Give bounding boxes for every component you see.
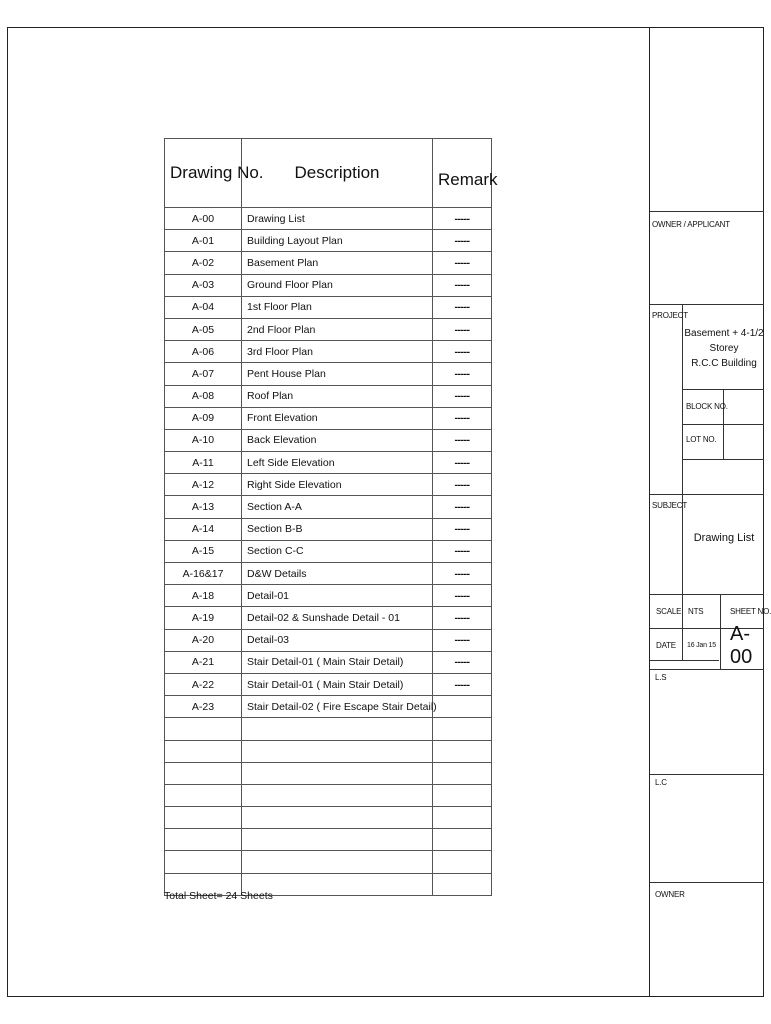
empty-cell xyxy=(242,762,433,784)
table-row xyxy=(165,452,492,474)
cell-no: A-20 xyxy=(165,629,242,651)
cell-description: Building Layout Plan xyxy=(242,230,433,252)
cell-no: A-01 xyxy=(165,230,242,252)
empty-cell xyxy=(433,762,492,784)
cell-description: Section A-A xyxy=(242,496,433,518)
cell-remark: ----- xyxy=(433,496,492,518)
cell-description: Section C-C xyxy=(242,540,433,562)
empty-row xyxy=(165,762,492,784)
cell-no: A-07 xyxy=(165,363,242,385)
table-row xyxy=(165,407,492,429)
table-row xyxy=(165,429,492,451)
title-block xyxy=(649,27,771,997)
scale-value: NTS xyxy=(688,607,704,616)
table-row xyxy=(165,341,492,363)
cell-remark: ----- xyxy=(433,363,492,385)
empty-cell xyxy=(165,784,242,806)
cell-no: A-21 xyxy=(165,651,242,673)
cell-remark: ----- xyxy=(433,230,492,252)
cell-remark: ----- xyxy=(433,274,492,296)
cell-remark: ----- xyxy=(433,252,492,274)
table-row xyxy=(165,363,492,385)
cell-remark: ----- xyxy=(433,585,492,607)
table-row xyxy=(165,274,492,296)
cell-remark: ----- xyxy=(433,540,492,562)
table-row xyxy=(165,540,492,562)
cell-no: A-11 xyxy=(165,452,242,474)
table-row xyxy=(165,252,492,274)
empty-row xyxy=(165,851,492,873)
cell-description: Pent House Plan xyxy=(242,363,433,385)
lc-label: L.C xyxy=(655,778,667,787)
cell-description: D&W Details xyxy=(242,563,433,585)
cell-description: 2nd Floor Plan xyxy=(242,318,433,340)
empty-cell xyxy=(242,829,433,851)
table-row xyxy=(165,629,492,651)
cell-no: A-04 xyxy=(165,296,242,318)
empty-cell xyxy=(242,718,433,740)
cell-no: A-22 xyxy=(165,673,242,695)
project-line-2: R.C.C Building xyxy=(691,358,757,369)
sheet-no-label: SHEET NO. xyxy=(730,607,771,616)
cell-no: A-09 xyxy=(165,407,242,429)
cell-no: A-23 xyxy=(165,696,242,718)
cell-no: A-03 xyxy=(165,274,242,296)
cell-description: Right Side Elevation xyxy=(242,474,433,496)
project-label: PROJECT xyxy=(652,311,688,320)
table-row xyxy=(165,651,492,673)
cell-description: Ground Floor Plan xyxy=(242,274,433,296)
cell-remark xyxy=(433,696,492,718)
cell-description: Stair Detail-02 ( Fire Escape Stair Detail) xyxy=(242,696,433,718)
owner-label: OWNER xyxy=(655,890,685,899)
empty-row xyxy=(165,740,492,762)
cell-remark: ----- xyxy=(433,318,492,340)
cell-remark: ----- xyxy=(433,673,492,695)
table-row xyxy=(165,474,492,496)
cell-description: Drawing List xyxy=(242,208,433,230)
date-label: DATE xyxy=(656,641,676,650)
scale-label: SCALE xyxy=(656,607,682,616)
table-row xyxy=(165,696,492,718)
cell-remark: ----- xyxy=(433,208,492,230)
cell-description: Back Elevation xyxy=(242,429,433,451)
table-row xyxy=(165,230,492,252)
owner-applicant-label: OWNER / APPLICANT xyxy=(652,220,730,229)
cell-no: A-08 xyxy=(165,385,242,407)
cell-remark: ----- xyxy=(433,474,492,496)
cell-description: Stair Detail-01 ( Main Stair Detail) xyxy=(242,673,433,695)
header-drawing-no: Drawing No. xyxy=(165,139,242,208)
header-remark: Remark xyxy=(433,139,492,208)
empty-cell xyxy=(433,851,492,873)
cell-remark: ----- xyxy=(433,341,492,363)
empty-cell xyxy=(433,807,492,829)
cell-no: A-05 xyxy=(165,318,242,340)
drawing-list-table xyxy=(164,138,498,896)
cell-description: Left Side Elevation xyxy=(242,452,433,474)
cell-no: A-06 xyxy=(165,341,242,363)
empty-cell xyxy=(433,740,492,762)
table-row xyxy=(165,518,492,540)
cell-no: A-18 xyxy=(165,585,242,607)
cell-no: A-02 xyxy=(165,252,242,274)
cell-remark: ----- xyxy=(433,296,492,318)
empty-cell xyxy=(242,851,433,873)
empty-cell xyxy=(165,762,242,784)
cell-remark: ----- xyxy=(433,563,492,585)
cell-description: 1st Floor Plan xyxy=(242,296,433,318)
table-header-row xyxy=(165,139,492,208)
empty-row xyxy=(165,718,492,740)
cell-remark: ----- xyxy=(433,429,492,451)
cell-remark: ----- xyxy=(433,607,492,629)
empty-cell xyxy=(242,740,433,762)
empty-row xyxy=(165,807,492,829)
cell-no: A-14 xyxy=(165,518,242,540)
cell-remark: ----- xyxy=(433,629,492,651)
empty-cell xyxy=(242,807,433,829)
cell-description: Detail-03 xyxy=(242,629,433,651)
table-row xyxy=(165,563,492,585)
cell-description: Roof Plan xyxy=(242,385,433,407)
cell-no: A-19 xyxy=(165,607,242,629)
subject-value: Drawing List xyxy=(693,532,755,544)
empty-cell xyxy=(433,784,492,806)
ls-label: L.S xyxy=(655,673,667,682)
empty-cell xyxy=(433,829,492,851)
cell-no: A-00 xyxy=(165,208,242,230)
project-line-1: Basement + 4-1/2 Storey xyxy=(684,328,764,354)
cell-description: Stair Detail-01 ( Main Stair Detail) xyxy=(242,651,433,673)
cell-description: Section B-B xyxy=(242,518,433,540)
empty-cell xyxy=(165,740,242,762)
cell-remark: ----- xyxy=(433,407,492,429)
header-description: Description xyxy=(242,139,433,208)
table-row xyxy=(165,607,492,629)
subject-label: SUBJECT xyxy=(652,501,688,510)
cell-description: Front Elevation xyxy=(242,407,433,429)
sheet-no-value: A-00 xyxy=(730,623,753,668)
cell-no: A-16&17 xyxy=(165,563,242,585)
cell-remark: ----- xyxy=(433,651,492,673)
lot-no-label: LOT NO. xyxy=(686,435,717,444)
cell-remark: ----- xyxy=(433,452,492,474)
empty-row xyxy=(165,829,492,851)
project-name xyxy=(683,326,765,371)
table-row xyxy=(165,296,492,318)
empty-cell xyxy=(242,784,433,806)
cell-remark: ----- xyxy=(433,518,492,540)
empty-cell xyxy=(165,829,242,851)
block-no-label: BLOCK NO. xyxy=(686,402,728,411)
cell-description: Basement Plan xyxy=(242,252,433,274)
empty-cell xyxy=(165,851,242,873)
cell-description: Detail-01 xyxy=(242,585,433,607)
table-row xyxy=(165,673,492,695)
table-body xyxy=(165,208,492,896)
empty-row xyxy=(165,784,492,806)
date-value: 16 Jan 15 xyxy=(687,642,716,649)
table-row xyxy=(165,318,492,340)
table-row xyxy=(165,496,492,518)
cell-description: 3rd Floor Plan xyxy=(242,341,433,363)
empty-cell xyxy=(433,873,492,895)
cell-description: Detail-02 & Sunshade Detail - 01 xyxy=(242,607,433,629)
table-row xyxy=(165,385,492,407)
empty-cell xyxy=(165,807,242,829)
table-row xyxy=(165,585,492,607)
empty-cell xyxy=(433,718,492,740)
total-sheets: Total Sheet= 24 Sheets xyxy=(164,890,273,902)
cell-no: A-15 xyxy=(165,540,242,562)
cell-no: A-10 xyxy=(165,429,242,451)
table-row xyxy=(165,208,492,230)
empty-cell xyxy=(165,718,242,740)
cell-remark: ----- xyxy=(433,385,492,407)
cell-no: A-12 xyxy=(165,474,242,496)
cell-no: A-13 xyxy=(165,496,242,518)
